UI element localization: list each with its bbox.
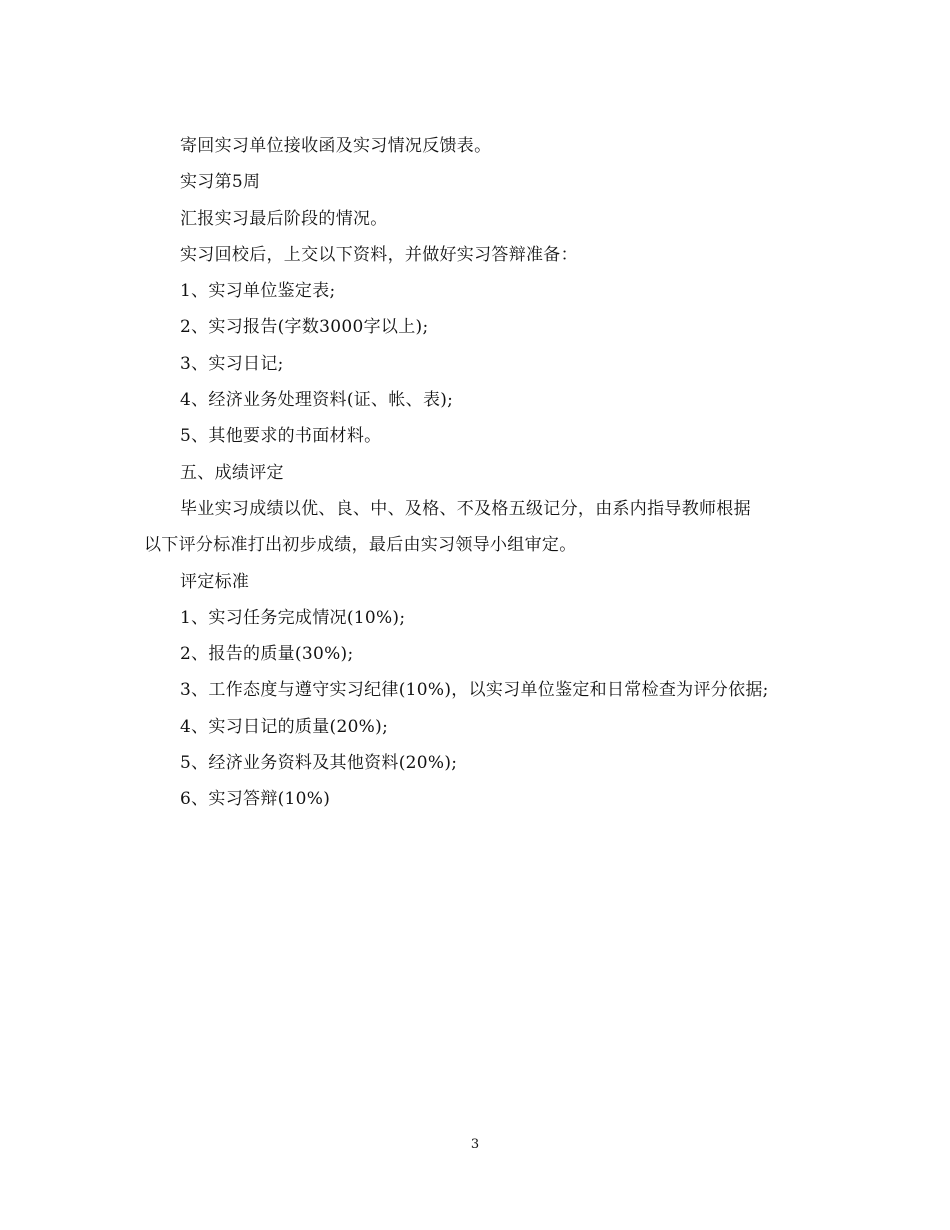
list-item-standard-6: 6、实习答辩(10%) bbox=[180, 789, 331, 810]
list-item-standard-1: 1、实习任务完成情况(10%); bbox=[180, 607, 406, 628]
list-item-material-2: 2、实习报告(字数3000字以上); bbox=[180, 317, 429, 338]
list-item-material-3: 3、实习日记; bbox=[180, 353, 284, 374]
document-body bbox=[144, 128, 810, 818]
paragraph-grading-line-2: 以下评分标准打出初步成绩，最后由实习领导小组审定。 bbox=[144, 535, 577, 556]
list-item-standard-3: 3、工作态度与遵守实习纪律(10%)，以实习单位鉴定和日常检查为评分依据; bbox=[180, 680, 769, 701]
list-item-material-1: 1、实习单位鉴定表; bbox=[180, 281, 336, 302]
list-item-standard-5: 5、经济业务资料及其他资料(20%); bbox=[180, 753, 458, 774]
paragraph-return-letter: 寄回实习单位接收函及实习情况反馈表。 bbox=[180, 136, 492, 156]
paragraph-week-5: 实习第5周 bbox=[180, 172, 261, 193]
list-item-material-5: 5、其他要求的书面材料。 bbox=[180, 426, 382, 447]
page-number: 3 bbox=[470, 1137, 480, 1152]
list-item-standard-4: 4、实习日记的质量(20%); bbox=[180, 716, 389, 737]
paragraph-final-report: 汇报实习最后阶段的情况。 bbox=[180, 208, 388, 229]
list-item-standard-2: 2、报告的质量(30%); bbox=[180, 644, 354, 665]
section-heading-grading: 五、成绩评定 bbox=[180, 462, 284, 483]
paragraph-grading-line-1: 毕业实习成绩以优、良、中、及格、不及格五级记分，由系内指导教师根据 bbox=[180, 498, 751, 519]
list-item-material-4: 4、经济业务处理资料(证、帐、表); bbox=[180, 390, 454, 411]
paragraph-materials-intro: 实习回校后，上交以下资料，并做好实习答辩准备： bbox=[180, 244, 578, 265]
standards-heading: 评定标准 bbox=[180, 571, 250, 592]
